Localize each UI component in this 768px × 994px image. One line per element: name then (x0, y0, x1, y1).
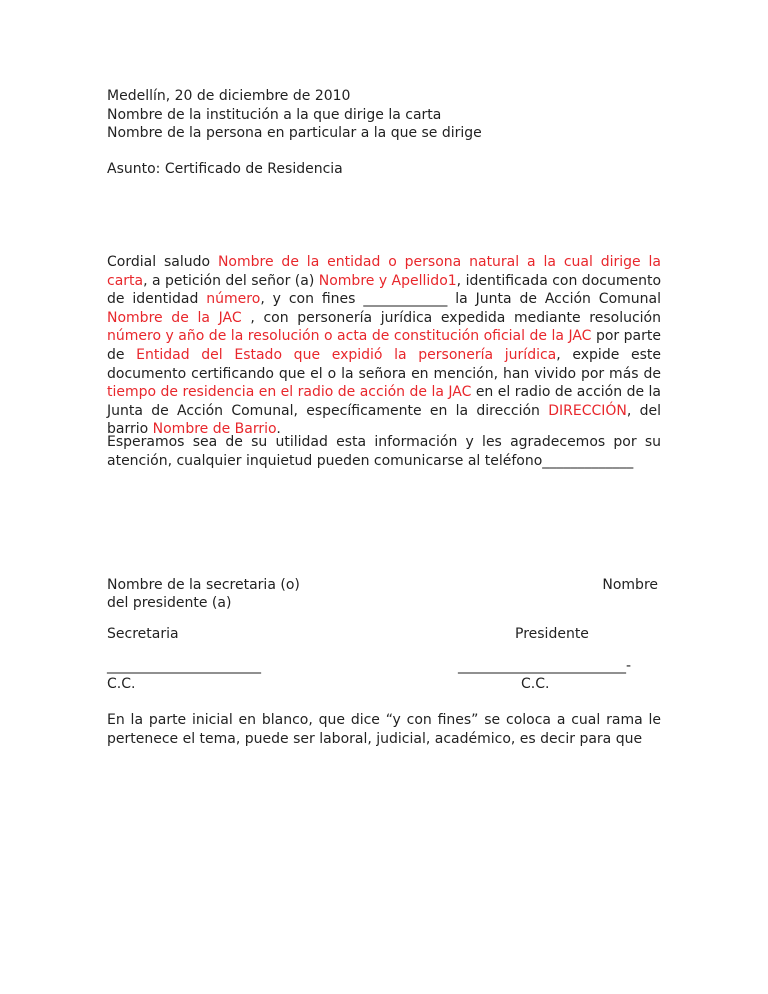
secretary-cc: C.C. (107, 676, 136, 692)
placeholder-entity: Nombre de la entidad o persona natural a la cual dirige la carta (107, 254, 661, 289)
placeholder-issuing-entity: Entidad del Estado que expidió la personería jurídica (136, 346, 557, 363)
body-paragraph (107, 253, 661, 439)
secretary-name-label: Nombre de la secretaria (o) (107, 577, 300, 593)
note-paragraph: En la parte inicial en blanco, que dice “y con fines” se coloca a cual rama le pertenece el tema, puede ser laboral, judicial, académico, es decir para que (107, 712, 661, 747)
president-signature-line: ________________________- (458, 658, 632, 674)
body-text: , a petición del señor (a) (143, 272, 319, 289)
body-text: , con personería jurídica expedida mediante resolución (241, 309, 661, 326)
placeholder-address: DIRECCIÓN (548, 402, 627, 419)
closing-paragraph: Esperamos sea de su utilidad esta información y les agradecemos por su atención, cualquier inquietud pueden comunicarse al teléfono_____________ (107, 434, 661, 469)
placeholder-resolution: número y año de la resolución o acta de constitución oficial de la JAC (107, 328, 592, 345)
body-text: , del barrio (107, 402, 661, 438)
president-title: Presidente (515, 626, 589, 642)
letter-header (107, 87, 661, 143)
president-name-label-cont: del presidente (a) (107, 595, 232, 611)
recipient-line: Nombre de la persona en particular a la que se dirige (107, 125, 482, 142)
signature-cc-row (107, 675, 661, 693)
subject-line: Asunto: Certificado de Residencia (107, 161, 343, 177)
signature-names-row (107, 576, 661, 594)
body-text: , y con fines ____________ la Junta de Acción Comunal (260, 291, 661, 308)
body-text: por parte de (107, 328, 661, 363)
signature-lines-row (107, 657, 661, 675)
placeholder-id-number: número (206, 291, 261, 308)
body-text: , expide este documento certificando que el o la señora en mención, han vivido por más de (107, 346, 661, 382)
secretary-title: Secretaria (107, 626, 179, 642)
president-name-label: Nombre (602, 577, 658, 593)
secretary-signature-line: ______________________ (107, 658, 261, 674)
placeholder-name: Nombre y Apellido1 (318, 272, 457, 289)
body-text: Cordial saludo (107, 254, 218, 270)
body-text: , identificada con documento de identidad (107, 272, 662, 308)
date-line: Medellín, 20 de diciembre de 2010 (107, 88, 351, 104)
body-text: . (276, 421, 281, 438)
signature-names-row-2 (107, 594, 661, 612)
president-cc: C.C. (521, 676, 550, 692)
placeholder-residence-time: tiempo de residencia en el radio de acción de la JAC (107, 384, 472, 401)
placeholder-jac-name: Nombre de la JAC (107, 309, 242, 326)
signature-titles-row (107, 625, 661, 643)
placeholder-neighborhood: Nombre de Barrio (152, 421, 277, 438)
institution-line: Nombre de la institución a la que dirige la carta (107, 106, 442, 123)
body-text: en el radio de acción de la Junta de Acción Comunal, específicamente en la dirección (107, 384, 661, 419)
